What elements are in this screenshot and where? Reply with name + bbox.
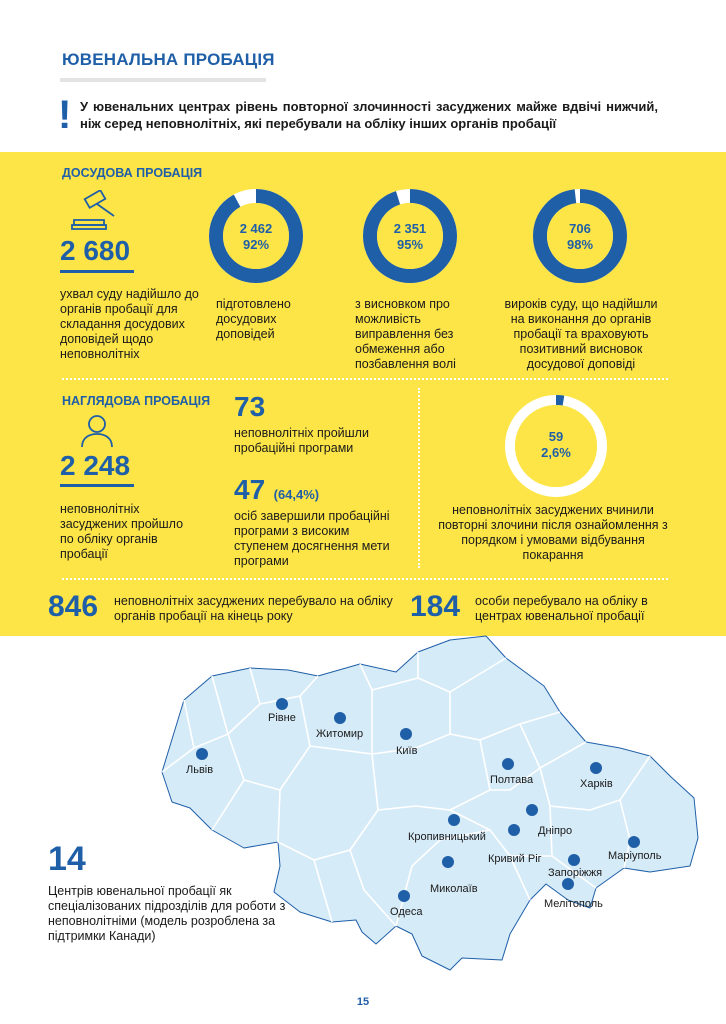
city-label-melitopol: Мелітополь [544,898,603,910]
supervision-total: 2 248 [60,450,131,481]
completed-stat [234,475,319,505]
exclamation-icon: ! [58,93,72,137]
city-label-lviv: Львів [186,764,214,776]
gavel-icon [70,190,130,234]
lead-text: У ювенальних центрах рівень повторної злочинності засуджених майже вдвічі нижчий, ніж серед неповнолітніх, які перебували на обліку інших органів пробації [80,99,658,131]
centers-desc: Центрів ювенальної пробації як спеціалізованих підрозділів для роботи з неповнолітніми (модель розроблена за підтримки Канади) [48,884,286,943]
repeat-ring-label: 59 2,6% [541,429,571,460]
ring-3-desc: вироків суду, що надійшли на виконання до органів пробації та враховують позитивний висновок досудової доповіді [504,297,658,371]
supervision-title: НАГЛЯДОВА ПРОБАЦІЯ [62,394,211,408]
pretrial-total-underline [60,270,134,273]
programs-value: 73 [234,391,266,422]
city-label-kharkiv: Харків [580,778,613,790]
city-label-poltava: Полтава [490,774,534,786]
supervision-total-underline [60,484,134,487]
title-underline [60,78,266,82]
centers-value: 14 [48,840,86,878]
completed-percent: (64,4%) [273,487,320,502]
city-label-mariupol: Маріуполь [608,850,662,862]
completed-desc: осіб завершили пробаційні програми з високим ступенем досягнення мети програми [234,509,390,568]
city-label-dnipro: Дніпро [538,825,573,837]
city-label-kryvyi-rih: Кривий Ріг [488,853,542,865]
ring-2-desc: з висновком про можливість виправлення без обмеження або позбавлення волі [355,297,456,371]
stat-846-desc: неповнолітніх засуджених перебувало на обліку органів пробації на кінець року [114,594,393,623]
city-label-kropyvnytskyi: Кропивницький [408,831,486,843]
city-label-odesa: Одеса [390,906,423,918]
person-icon [80,412,114,448]
column-divider [418,388,420,568]
city-label-kyiv: Київ [396,745,418,757]
stat-184-desc: особи перебувало на обліку в центрах ювенальної пробації [475,594,648,623]
supervision-total-desc: неповнолітніх засуджених пройшло по обліку органів пробації [60,502,184,561]
ring-1-label: 2 462 92% [239,221,273,252]
section-divider [62,378,668,380]
bottom-divider [62,578,668,580]
ring-1-desc: підготовлено досудових доповідей [216,297,291,341]
repeat-desc: неповнолітніх засуджених вчинили повторні злочини після ознайомлення з порядком і умовами відбування покарання [438,503,668,562]
stat-184-value: 184 [410,590,461,623]
page-title: ЮВЕНАЛЬНА ПРОБАЦІЯ [62,50,275,69]
ring-3-label: 706 98% [566,221,594,252]
page-number: 15 [356,996,370,1008]
city-label-rivne: Рівне [268,712,296,724]
city-label-mykolaiv: Миколаїв [430,883,478,895]
completed-value: 47 [234,474,266,505]
city-label-zhytomyr: Житомир [316,728,364,740]
pretrial-total-desc: ухвал суду надійшло до органів пробації для складання досудових доповідей щодо неповнолітніх [60,287,199,361]
pretrial-total: 2 680 [60,235,131,266]
city-label-zaporizhzhia: Запоріжжя [548,867,603,879]
pretrial-title: ДОСУДОВА ПРОБАЦІЯ [62,166,203,180]
stat-846-value: 846 [48,590,99,623]
ring-2-label: 2 351 95% [393,221,427,252]
programs-desc: неповнолітніх пройшли пробаційні програми [234,426,369,455]
